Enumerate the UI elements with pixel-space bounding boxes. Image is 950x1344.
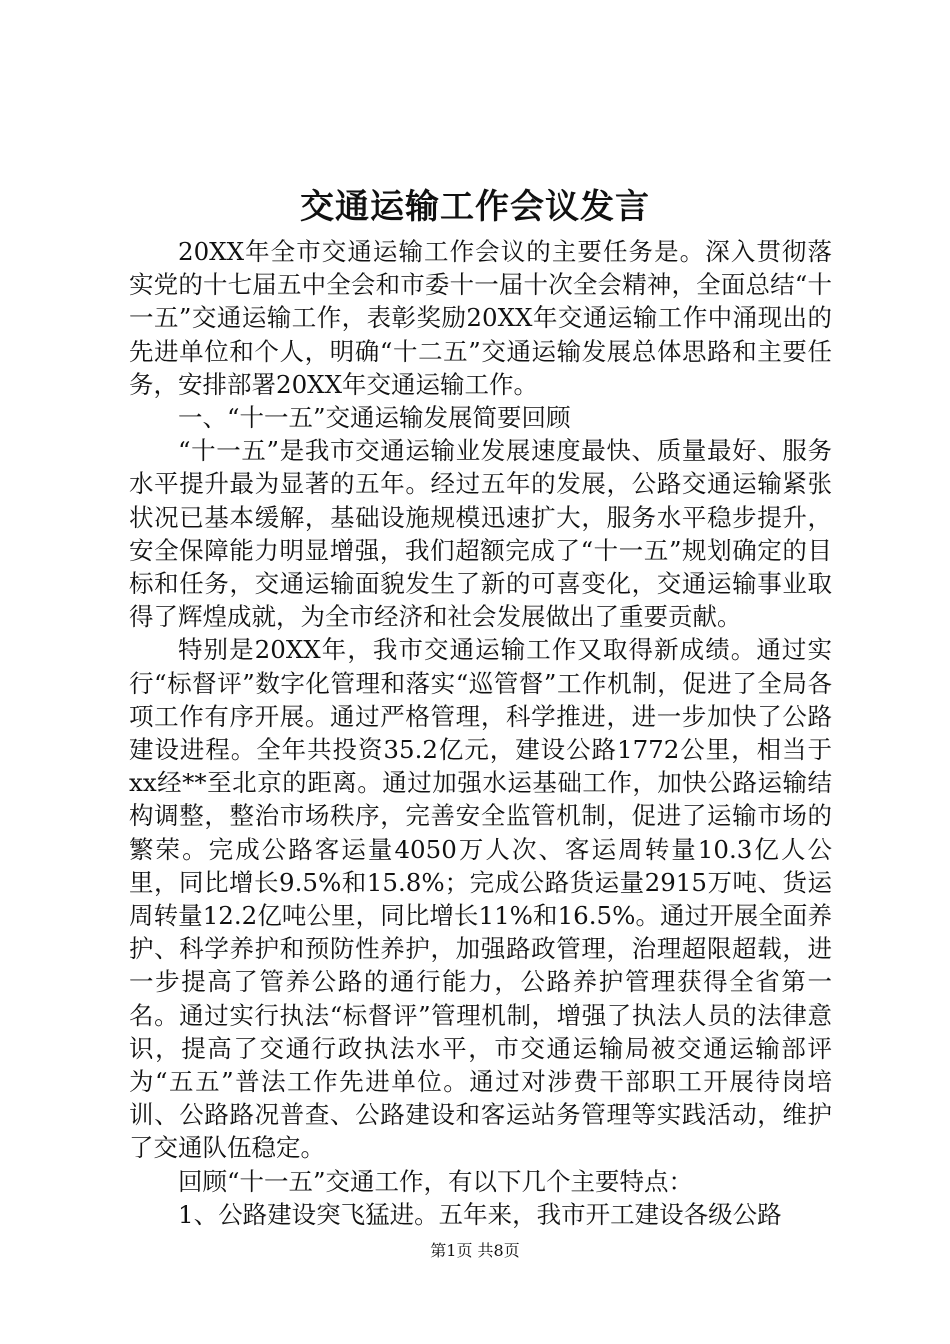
paragraph-feature-1: 1、公路建设突飞猛进。五年来，我市开工建设各级公路: [178, 1199, 782, 1229]
document-title: 交通运输工作会议发言: [300, 187, 650, 227]
section-heading: 一、“十一五”交通运输发展简要回顾: [178, 403, 571, 433]
paragraph-intro: 20XX年全市交通运输工作会议的主要任务是。深入贯彻落实党的十七届五中全会和市委十一届十次全会精神，全面总结“十一五”交通运输工作，表彰奖励20XX年交通运输工作中涌现出的先进单位和个人，明确“十二五”交通运输发展总体思路和主要任务，安排部署20XX年交通运输工作。: [129, 237, 832, 399]
paragraph-features-intro: 回顾“十一五”交通工作，有以下几个主要特点：: [178, 1166, 694, 1196]
paragraph-review: “十一五”是我市交通运输业发展速度最快、质量最好、服务水平提升最为显著的五年。经过五年的发展，公路交通运输紧张状况已基本缓解，基础设施规模迅速扩大，服务水平稳步提升，安全保障能力明显增强，我们超额完成了“十一五”规划确定的目标和任务，交通运输面貌发生了新的可喜变化，交通运输事业取得了辉煌成就，为全市经济和社会发展做出了重要贡献。: [129, 436, 832, 632]
page-footer: 第1页 共8页: [430, 1241, 520, 1260]
document-body: [129, 235, 832, 1231]
paragraph-achievements: 特别是20XX年，我市交通运输工作又取得新成绩。通过实行“标督评”数字化管理和落实“巡管督”工作机制，促进了全局各项工作有序开展。通过严格管理，科学推进，进一步加快了公路建设进程。全年共投资35.2亿元，建设公路1772公里，相当于xx经**至北京的距离。通过加强水运基础工作，加快公路运输结构调整，整治市场秩序，完善安全监管机制，促进了运输市场的繁荣。完成公路客运量4050万人次、客运周转量10.3亿人公里，同比增长9.5%和15.8%；完成公路货运量2915万吨、货运周转量12.2亿吨公里，同比增长11%和16.5%。通过开展全面养护、科学养护和预防性养护，加强路政管理，治理超限超载，进一步提高了管养公路的通行能力，公路养护管理获得全省第一名。通过实行执法“标督评”管理机制，增强了执法人员的法律意识，提高了交通行政执法水平，市交通运输局被交通运输部评为“五五”普法工作先进单位。通过对涉费干部职工开展待岗培训、公路路况普查、公路建设和客运站务管理等实践活动，维护了交通队伍稳定。: [129, 635, 832, 1163]
